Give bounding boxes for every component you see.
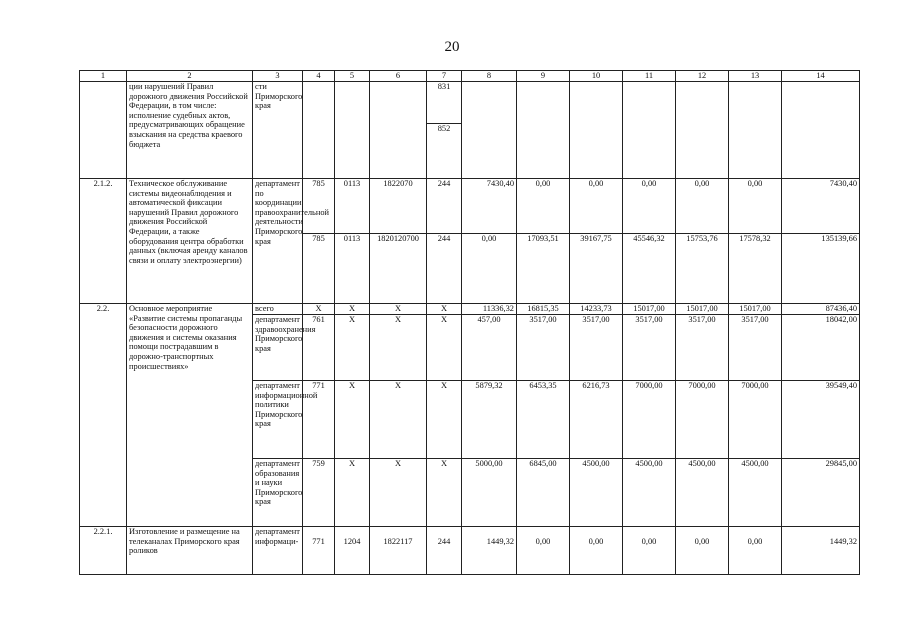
value-cell	[570, 82, 623, 179]
name-cell: Изготовление и размещение на телеканалах Приморского края роликов	[127, 527, 253, 575]
value-cell: 771	[303, 381, 335, 459]
code-cell: 2.2.	[80, 304, 127, 527]
table-row	[80, 527, 860, 575]
header-cell: 6	[370, 71, 427, 82]
value-cell: 785	[303, 179, 335, 234]
name-cell: ции нарушений Правил дорожного движения Российской Федерации, в том числе: исполнение судебных актов, предусматривающих обращение взыскания на средства краевого бюджета	[127, 82, 253, 179]
header-cell: 9	[517, 71, 570, 82]
table-row	[80, 82, 860, 124]
value-cell: 39549,40	[782, 381, 860, 459]
value-cell: Х	[427, 315, 462, 381]
value-cell: 15017,00	[623, 304, 676, 315]
value-cell: 831	[427, 82, 462, 124]
executor-cell: департамент по координации правоохранительной деятельности Приморского края	[253, 179, 303, 304]
executor-cell: департамент информационной политики Приморского края	[253, 381, 303, 459]
value-cell	[623, 82, 676, 179]
value-cell: 0,00	[517, 527, 570, 575]
value-cell: 0,00	[462, 234, 517, 304]
value-cell	[303, 82, 335, 179]
executor-cell: департамент образования и науки Приморского края	[253, 459, 303, 527]
value-cell: 3517,00	[676, 315, 729, 381]
value-cell: 11336,32	[462, 304, 517, 315]
value-cell: 5879,32	[462, 381, 517, 459]
executor-cell: всего	[253, 304, 303, 315]
value-cell: 457,00	[462, 315, 517, 381]
value-cell: 852	[427, 124, 462, 179]
value-cell: 39167,75	[570, 234, 623, 304]
value-cell: 0113	[335, 179, 370, 234]
value-cell: 6845,00	[517, 459, 570, 527]
header-cell: 4	[303, 71, 335, 82]
value-cell	[782, 82, 860, 179]
header-cell: 5	[335, 71, 370, 82]
value-cell: Х	[335, 304, 370, 315]
value-cell: 0,00	[729, 527, 782, 575]
header-cell: 2	[127, 71, 253, 82]
value-cell: 785	[303, 234, 335, 304]
table-row	[80, 179, 860, 234]
page-number: 20	[444, 39, 460, 55]
value-cell: 87436,40	[782, 304, 860, 315]
value-cell: Х	[335, 459, 370, 527]
value-cell: 17093,51	[517, 234, 570, 304]
value-cell: 0,00	[623, 527, 676, 575]
value-cell: 7430,40	[462, 179, 517, 234]
value-cell: Х	[370, 315, 427, 381]
value-cell: 0,00	[570, 179, 623, 234]
value-cell: 5000,00	[462, 459, 517, 527]
executor-cell: департамент здравоохранения Приморского края	[253, 315, 303, 381]
value-cell: 4500,00	[676, 459, 729, 527]
value-cell: Х	[427, 459, 462, 527]
value-cell: Х	[427, 381, 462, 459]
value-cell: 6216,73	[570, 381, 623, 459]
value-cell: 7000,00	[676, 381, 729, 459]
value-cell: 0,00	[623, 179, 676, 234]
value-cell: 1820120700	[370, 234, 427, 304]
value-cell	[462, 82, 517, 179]
value-cell: 1204	[335, 527, 370, 575]
value-cell: 244	[427, 234, 462, 304]
value-cell	[370, 82, 427, 179]
header-cell: 1	[80, 71, 127, 82]
executor-cell: сти Приморского края	[253, 82, 303, 179]
value-cell	[517, 82, 570, 179]
executor-cell: департамент информаци-	[253, 527, 303, 575]
header-cell: 12	[676, 71, 729, 82]
value-cell: Х	[370, 381, 427, 459]
value-cell: 15017,00	[676, 304, 729, 315]
value-cell: 761	[303, 315, 335, 381]
header-cell: 13	[729, 71, 782, 82]
header-cell: 7	[427, 71, 462, 82]
value-cell: 244	[427, 179, 462, 234]
code-cell: 2.1.2.	[80, 179, 127, 304]
header-cell: 10	[570, 71, 623, 82]
value-cell: 1449,32	[462, 527, 517, 575]
value-cell: 0113	[335, 234, 370, 304]
value-cell: Х	[370, 459, 427, 527]
value-cell: 0,00	[676, 527, 729, 575]
value-cell: 0,00	[570, 527, 623, 575]
value-cell: Х	[335, 381, 370, 459]
value-cell: 3517,00	[623, 315, 676, 381]
value-cell: 45546,32	[623, 234, 676, 304]
value-cell: Х	[370, 304, 427, 315]
value-cell: 3517,00	[570, 315, 623, 381]
code-cell: 2.2.1.	[80, 527, 127, 575]
header-cell: 11	[623, 71, 676, 82]
value-cell	[676, 82, 729, 179]
value-cell: 244	[427, 527, 462, 575]
table-row	[80, 304, 860, 315]
name-cell: Основное мероприятие «Развитие системы пропаганды безопасности дорожного движения и системы оказания помощи пострадавшим в дорожно-транспортных происшествиях»	[127, 304, 253, 527]
value-cell: 6453,35	[517, 381, 570, 459]
value-cell: 29845,00	[782, 459, 860, 527]
value-cell: 4500,00	[729, 459, 782, 527]
header-cell: 8	[462, 71, 517, 82]
value-cell: 0,00	[676, 179, 729, 234]
value-cell: 135139,66	[782, 234, 860, 304]
value-cell: 771	[303, 527, 335, 575]
value-cell: 1449,32	[782, 527, 860, 575]
header-cell: 3	[253, 71, 303, 82]
value-cell: 3517,00	[517, 315, 570, 381]
value-cell: 16815,35	[517, 304, 570, 315]
value-cell: 15753,76	[676, 234, 729, 304]
value-cell: 15017,00	[729, 304, 782, 315]
value-cell: 7430,40	[782, 179, 860, 234]
value-cell: 4500,00	[623, 459, 676, 527]
value-cell: 759	[303, 459, 335, 527]
value-cell: Х	[427, 304, 462, 315]
value-cell: 7000,00	[729, 381, 782, 459]
value-cell: 18042,00	[782, 315, 860, 381]
header-cell: 14	[782, 71, 860, 82]
value-cell: 7000,00	[623, 381, 676, 459]
budget-table	[79, 70, 860, 575]
value-cell: Х	[303, 304, 335, 315]
value-cell	[335, 82, 370, 179]
code-cell	[80, 82, 127, 179]
header-row	[80, 71, 860, 82]
name-cell: Техническое обслуживание системы видеонаблюдения и автоматической фиксации нарушений Правил дорожного движения Российской Федерации, а также оборудования центра обработки данных (включая аренду каналов связи и оплату электроэнергии)	[127, 179, 253, 304]
value-cell: Х	[335, 315, 370, 381]
value-cell: 3517,00	[729, 315, 782, 381]
value-cell: 14233,73	[570, 304, 623, 315]
value-cell: 1822117	[370, 527, 427, 575]
value-cell: 17578,32	[729, 234, 782, 304]
value-cell: 0,00	[517, 179, 570, 234]
value-cell: 0,00	[729, 179, 782, 234]
value-cell: 1822070	[370, 179, 427, 234]
value-cell: 4500,00	[570, 459, 623, 527]
value-cell	[729, 82, 782, 179]
